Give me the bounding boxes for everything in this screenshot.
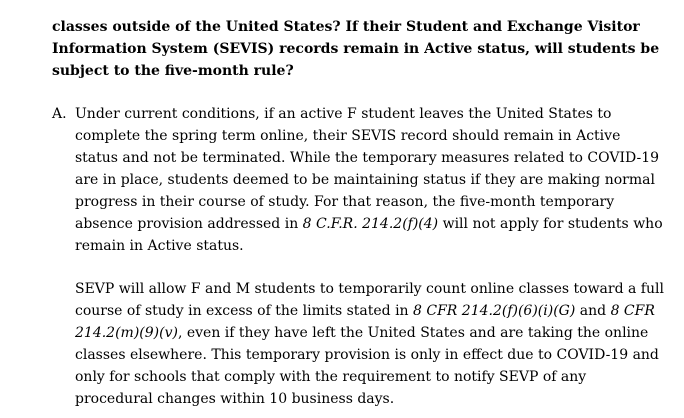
answer-paragraph-1-text-1: Under current conditions, if an active F student leaves the United States to complete the spring term online, their SEVIS record should remain in Active status and not be terminated. While the temporary measures related to COVID-19 are in place, students deemed to be maintaining status if they are making normal progress in their course of study. For that reason, the five-month temporary absence provision addressed in [75, 106, 660, 232]
answer-body [75, 103, 667, 410]
regulation-citation: 8 CFR 214.2(f)(6)(i)(G) [413, 303, 576, 319]
regulation-citation: 8 CFR 214.2(m)(9)(v) [75, 303, 655, 341]
faq-question: classes outside of the United States? If their Student and Exchange Visitor Information System (SEVIS) records remain in Active status, will students be subject to the five-month rule? [52, 19, 660, 79]
answer-paragraph-1-text-2: will not apply for students who remain in Active status. [75, 216, 663, 254]
answer-paragraph-2 [75, 278, 667, 410]
answer-paragraph-1 [75, 103, 667, 257]
answer-marker: A. [52, 106, 67, 122]
answer-paragraph-2-text-2: and [575, 303, 611, 319]
regulation-citation: 8 C.F.R. 214.2(f)(4) [302, 216, 439, 232]
answer-paragraph-2-text-3: , even if they have left the United States and are taking the online classes elsewhere. This temporary provision is only in effect due to COVID-19 and only for schools that comply with the requirement to notify SEVP of any procedural changes within 10 business days. [75, 325, 659, 407]
answer-paragraph-2-text-1: SEVP will allow F and M students to temporarily count online classes toward a full course of study in excess of the limits stated in [75, 281, 664, 319]
